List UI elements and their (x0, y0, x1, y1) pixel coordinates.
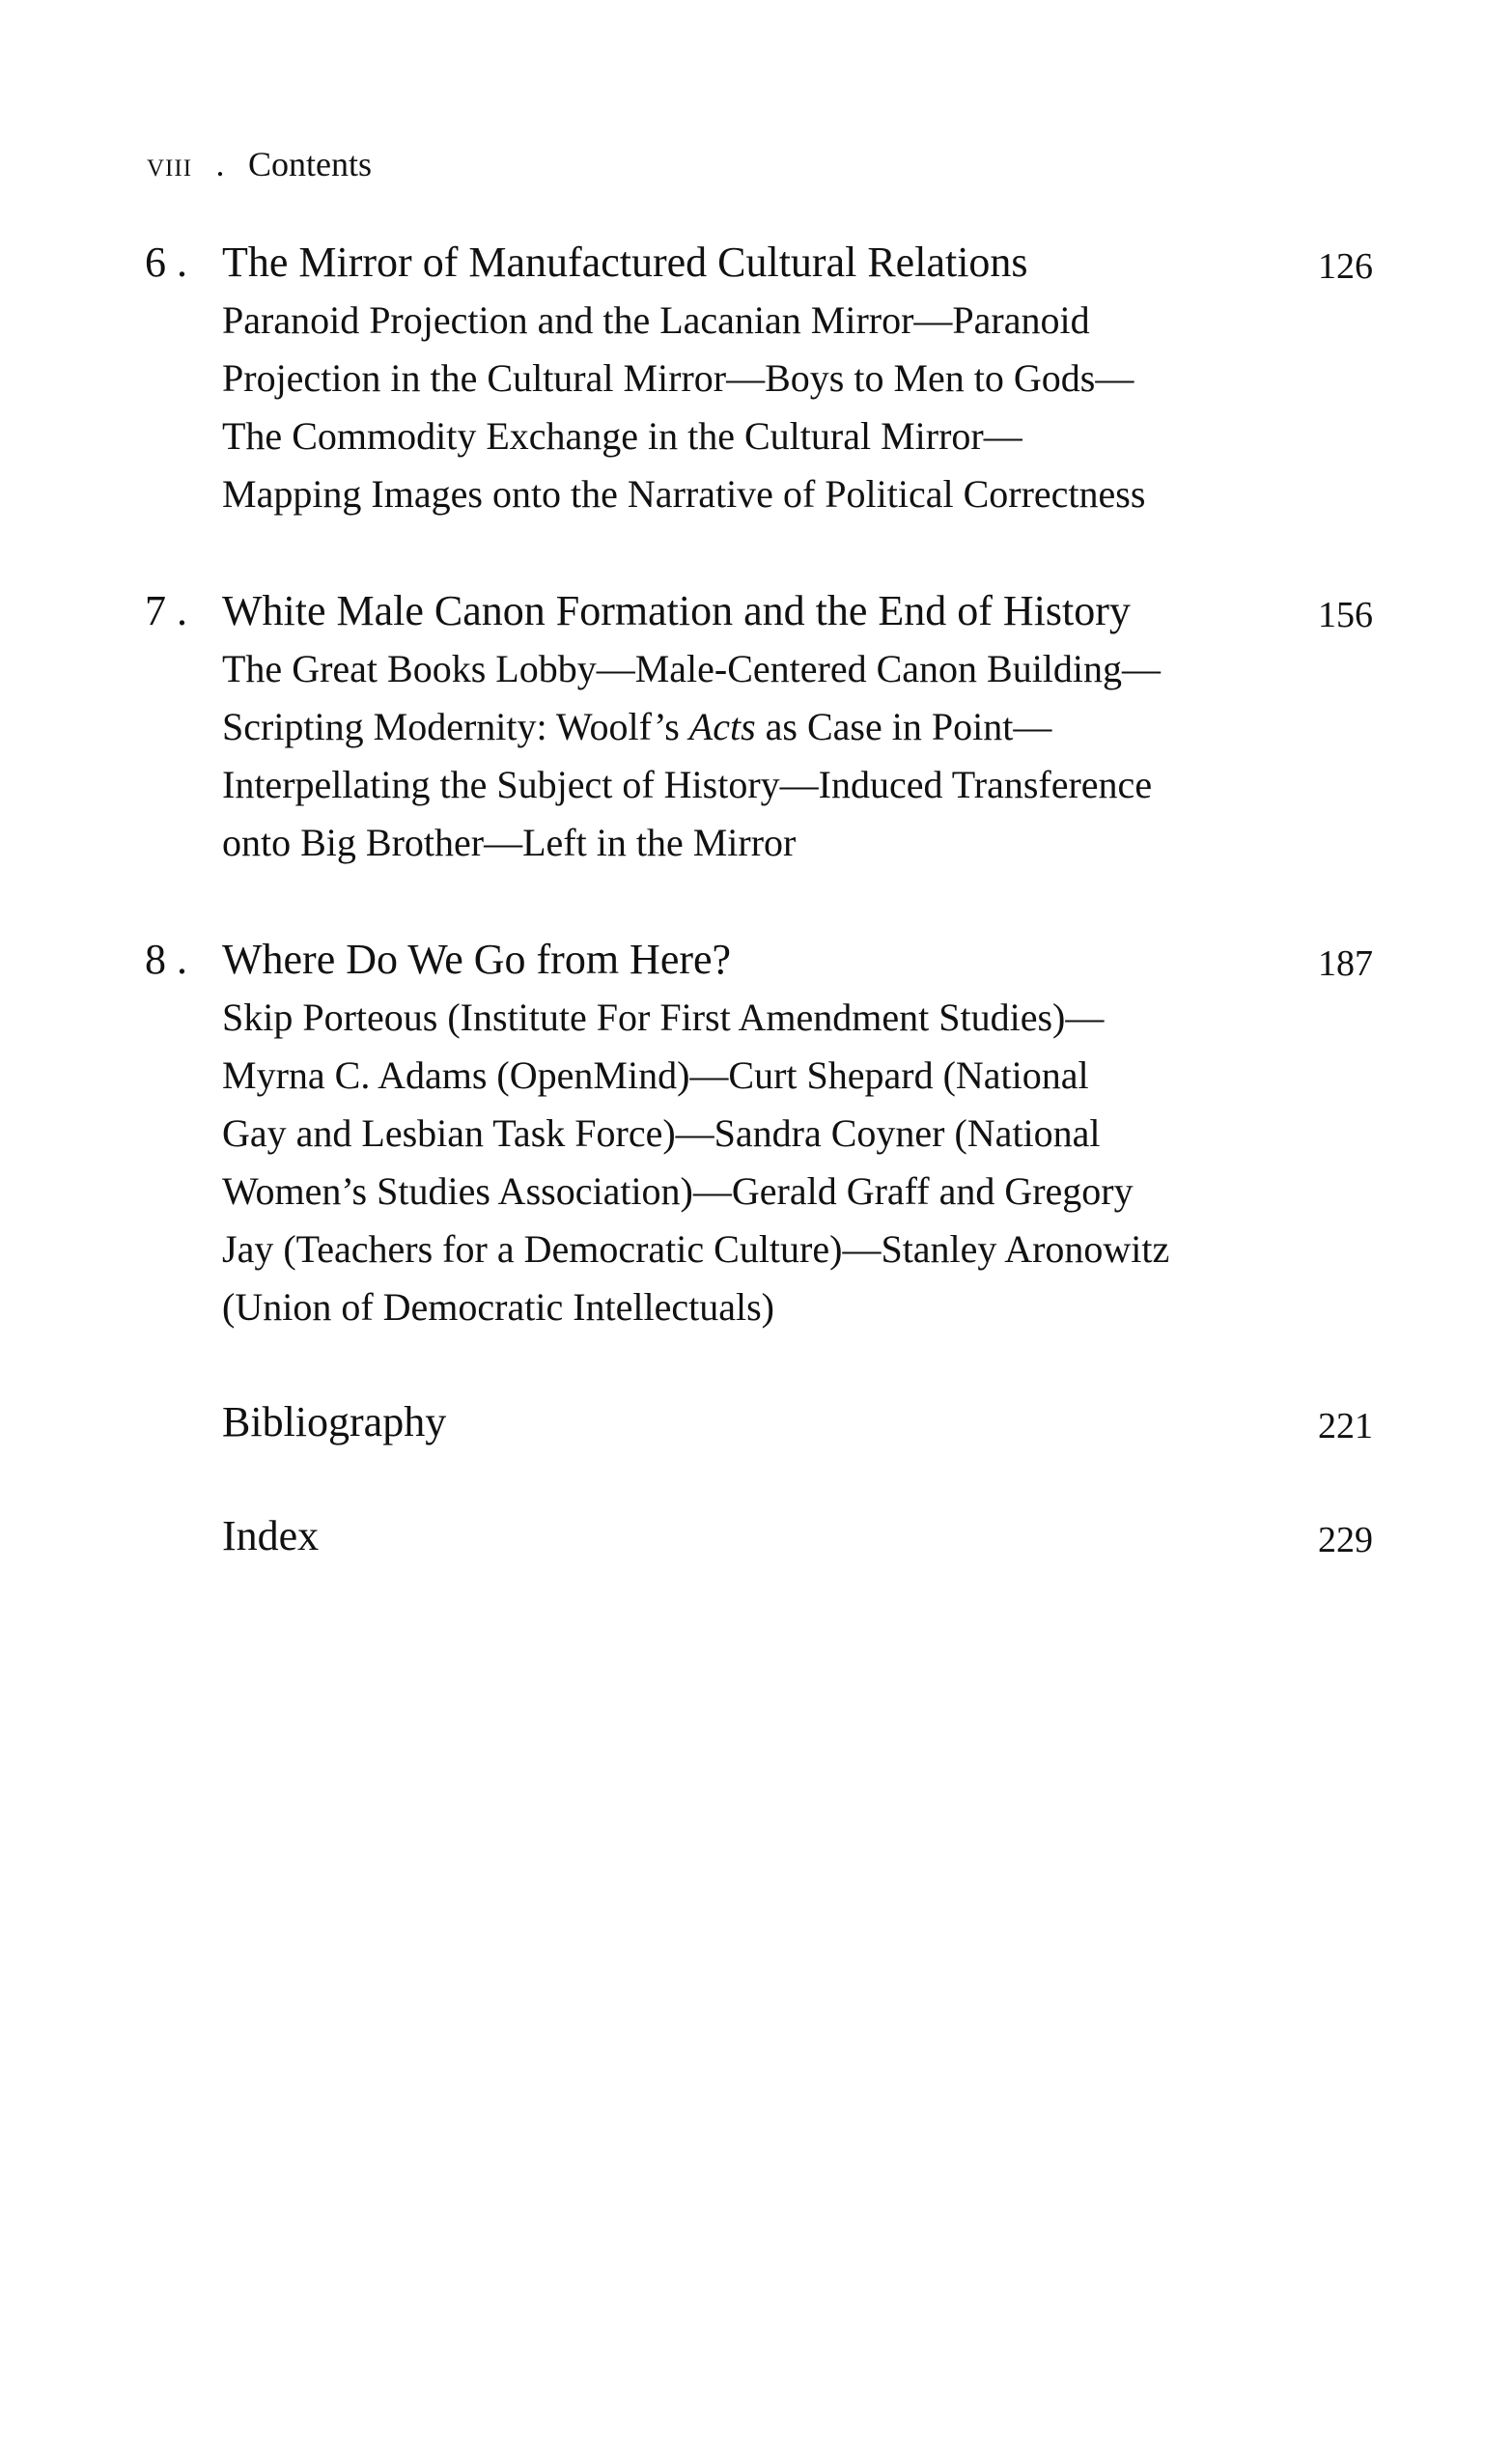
subtopic-line: (Union of Democratic Intellectuals) (222, 1285, 774, 1329)
running-head-title: Contents (248, 145, 373, 183)
subtopic-line: Gay and Lesbian Task Force)—Sandra Coyner (National (222, 1111, 1101, 1155)
subtopic-line: Women’s Studies Association)—Gerald Graff and Gregory (222, 1169, 1134, 1213)
subtopic-line: Jay (Teachers for a Democratic Culture)—Stanley Aronowitz (222, 1227, 1170, 1271)
chapter-number: 8 . (145, 936, 187, 983)
back-matter-title: Index (222, 1512, 320, 1559)
chapter-title: Where Do We Go from Here? (222, 936, 732, 983)
subtopic-line: Interpellating the Subject of History—Induced Transference (222, 763, 1153, 806)
chapter-number: 6 . (145, 239, 187, 286)
folio: viii (147, 145, 193, 183)
back-matter-title: Bibliography (222, 1398, 447, 1446)
italic-title: Acts (688, 705, 756, 748)
page-number: 221 (1318, 1406, 1373, 1446)
subtopic-line: Scripting Modernity: Woolf’s Acts as Case in Point— (222, 705, 1052, 748)
subtopic-line: onto Big Brother—Left in the Mirror (222, 821, 797, 864)
page-number: 229 (1318, 1520, 1373, 1560)
subtopic-line: Paranoid Projection and the Lacanian Mirror—Paranoid (222, 298, 1090, 342)
chapter-number: 7 . (145, 587, 187, 634)
page-number: 156 (1318, 595, 1373, 635)
subtopic-line: Mapping Images onto the Narrative of Political Correctness (222, 472, 1146, 516)
subtopic-line: The Great Books Lobby—Male-Centered Canon Building— (222, 647, 1162, 690)
subtopic-line: Myrna C. Adams (OpenMind)—Curt Shepard (National (222, 1053, 1089, 1097)
chapter-subtopics (222, 640, 1323, 872)
chapter-subtopics (222, 989, 1323, 1336)
chapter-title: The Mirror of Manufactured Cultural Relations (222, 239, 1028, 286)
chapter-subtopics (222, 292, 1323, 523)
subtopic-line: The Commodity Exchange in the Cultural Mirror— (222, 414, 1022, 458)
page-number: 126 (1318, 246, 1373, 287)
running-head-separator: . (215, 145, 225, 183)
subtopic-line: Projection in the Cultural Mirror—Boys to Men to Gods— (222, 356, 1134, 400)
running-head (147, 141, 372, 187)
chapter-title: White Male Canon Formation and the End of History (222, 587, 1131, 634)
page-number: 187 (1318, 943, 1373, 984)
subtopic-line: Skip Porteous (Institute For First Amendment Studies)— (222, 996, 1105, 1039)
